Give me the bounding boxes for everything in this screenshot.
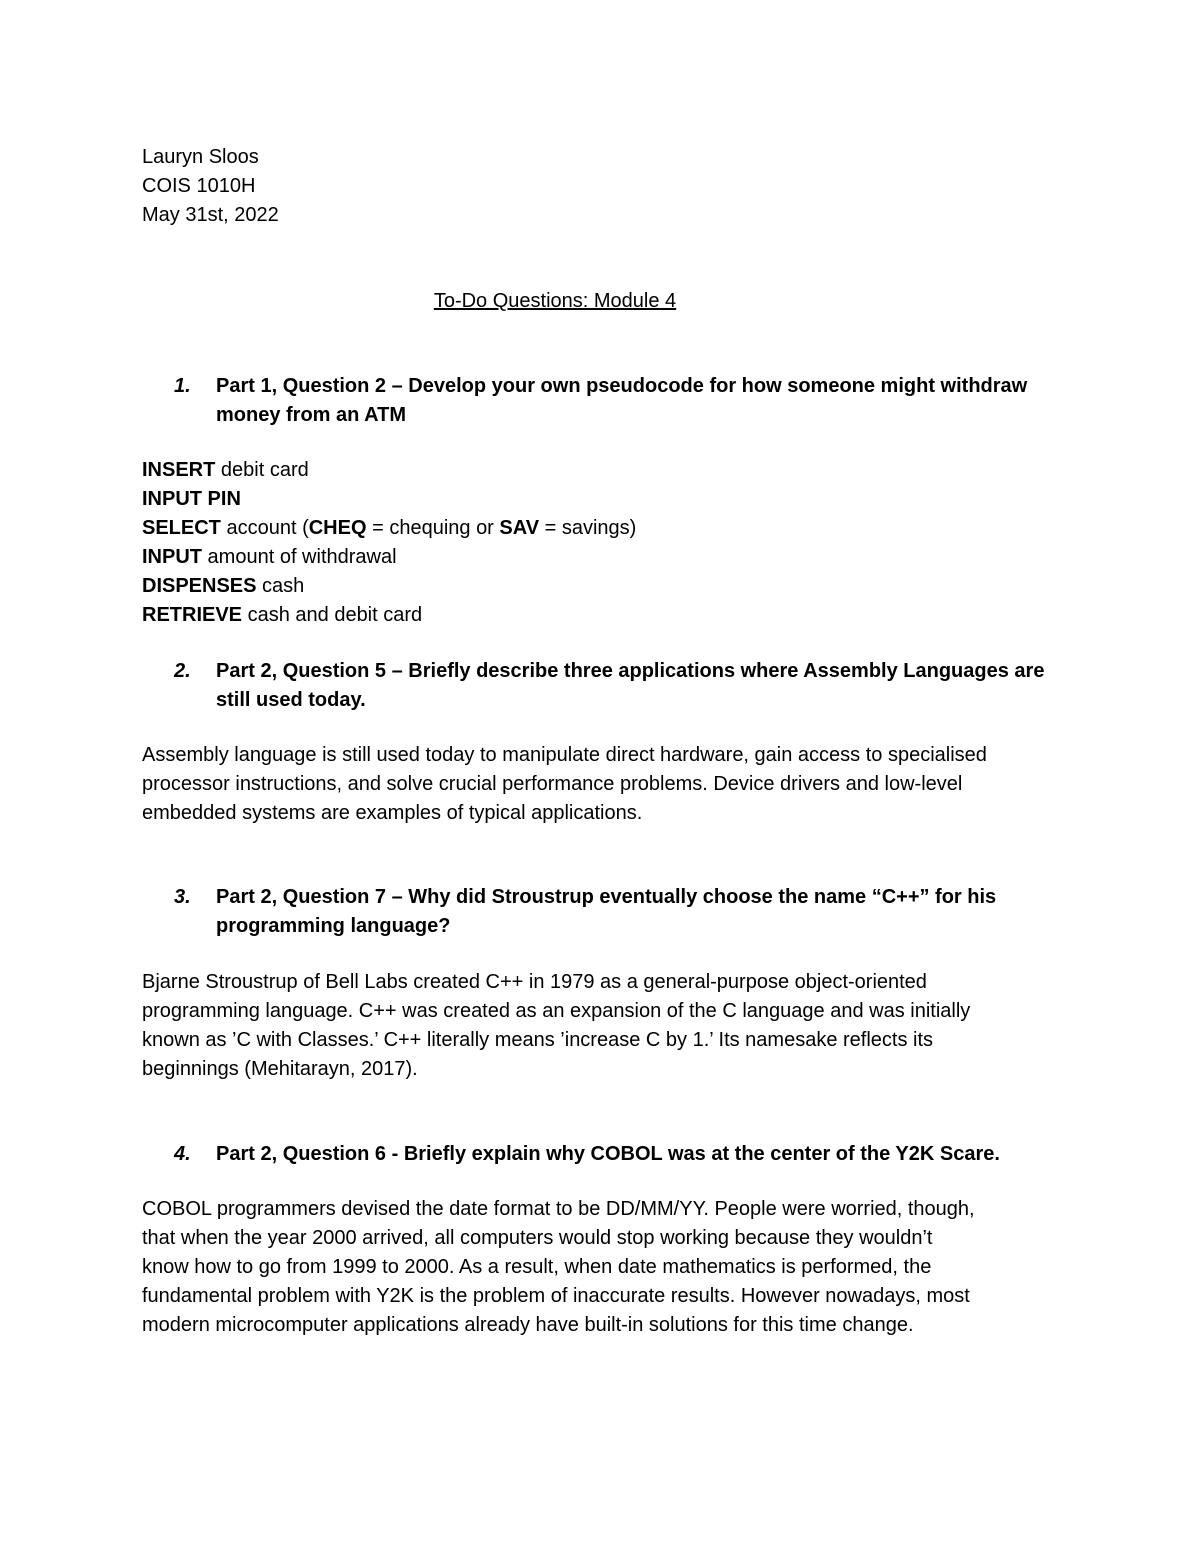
answer-4-line-2: that when the year 2000 arrived, all computers would stop working because they wouldn’t — [142, 1227, 933, 1249]
course-code: COIS 1010H — [142, 175, 256, 197]
pseudocode-text: debit card — [215, 459, 309, 481]
pseudocode-keyword: SAV — [499, 517, 540, 539]
answer-4-line-3: know how to go from 1999 to 2000. As a result, when date mathematics is performed, the — [142, 1256, 932, 1278]
answer-4-line-1: COBOL programmers devised the date format to be DD/MM/YY. People were worried, though, — [142, 1198, 975, 1220]
question-4-line-1: Part 2, Question 6 - Briefly explain why COBOL was at the center of the Y2K Scare. — [216, 1143, 1000, 1165]
answer-3-line-3: known as ’C with Classes.’ C++ literally means ’increase C by 1.’ Its namesake reflects its — [142, 1029, 934, 1051]
answer-2-line-1: Assembly language is still used today to manipulate direct hardware, gain access to specialised — [142, 744, 987, 766]
pseudocode-text: account ( — [220, 517, 309, 539]
answer-4-line-5: modern microcomputer applications already have built-in solutions for this time change. — [142, 1314, 914, 1336]
author-name: Lauryn Sloos — [142, 146, 259, 168]
pseudocode-line — [142, 543, 397, 572]
document-date: May 31st, 2022 — [142, 204, 279, 226]
answer-3-line-4: beginnings (Mehitarayn, 2017). — [142, 1058, 418, 1080]
answer-4-line-4: fundamental problem with Y2K is the problem of inaccurate results. However nowadays, most — [142, 1285, 970, 1307]
question-3-line-2: programming language? — [216, 915, 451, 937]
pseudocode-text: cash and debit card — [242, 604, 423, 626]
document-title — [0, 287, 1110, 316]
question-4-number: 4. — [174, 1143, 191, 1165]
question-3-line-1: Part 2, Question 7 – Why did Stroustrup eventually choose the name “C++” for his — [216, 886, 997, 908]
pseudocode-line — [142, 601, 422, 630]
pseudocode-text: cash — [256, 575, 305, 597]
pseudocode-keyword: RETRIEVE — [142, 604, 243, 626]
pseudocode-keyword: DISPENSES — [142, 575, 257, 597]
question-3-number: 3. — [174, 886, 191, 908]
question-1-number: 1. — [174, 375, 191, 397]
question-2-number: 2. — [174, 660, 191, 682]
pseudocode-keyword: INPUT — [142, 546, 202, 568]
pseudocode-text: amount of withdrawal — [202, 546, 397, 568]
answer-2-line-3: embedded systems are examples of typical applications. — [142, 802, 643, 824]
pseudocode-keyword: INSERT — [142, 459, 216, 481]
question-2-line-2: still used today. — [216, 689, 366, 711]
pseudocode-line — [142, 485, 241, 514]
pseudocode-keyword: INPUT PIN — [142, 488, 241, 510]
answer-3-line-1: Bjarne Stroustrup of Bell Labs created C++ in 1979 as a general-purpose object-oriented — [142, 971, 927, 993]
document-title-text: To-Do Questions: Module 4 — [433, 290, 677, 312]
question-1-line-2: money from an ATM — [216, 404, 407, 426]
pseudocode-keyword: SELECT — [142, 517, 221, 539]
pseudocode-line — [142, 456, 309, 485]
pseudocode-text: = chequing or — [366, 517, 500, 539]
pseudocode-text: = savings) — [539, 517, 637, 539]
answer-3-line-2: programming language. C++ was created as an expansion of the C language and was initially — [142, 1000, 971, 1022]
question-1-line-1: Part 1, Question 2 – Develop your own pseudocode for how someone might withdraw — [216, 375, 1028, 397]
pseudocode-keyword: CHEQ — [308, 517, 367, 539]
answer-2-line-2: processor instructions, and solve crucial performance problems. Device drivers and low-level — [142, 773, 963, 795]
pseudocode-line — [142, 572, 304, 601]
question-2-line-1: Part 2, Question 5 – Briefly describe three applications where Assembly Languages are — [216, 660, 1045, 682]
pseudocode-line — [142, 514, 636, 543]
